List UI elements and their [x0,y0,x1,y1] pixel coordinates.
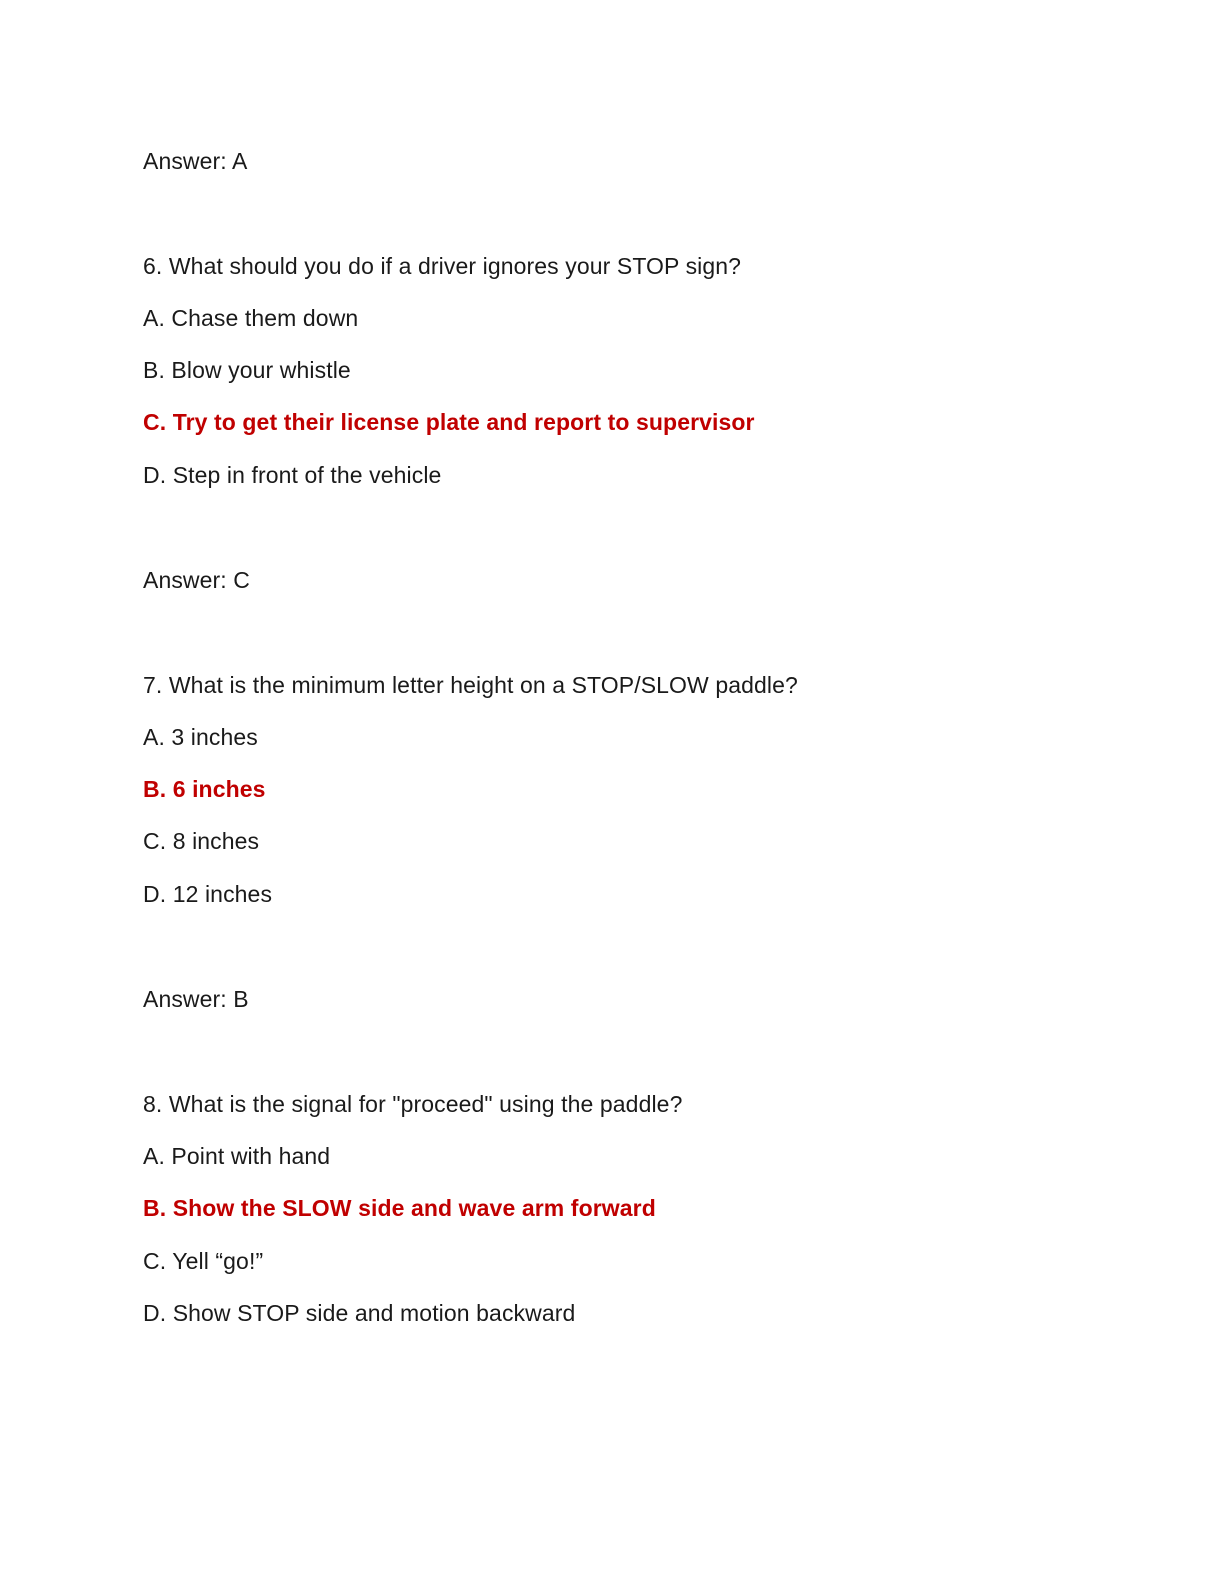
q7-option-d: D. 12 inches [143,881,273,907]
q6-option-d: D. Step in front of the vehicle [143,462,442,488]
q7-option-a: A. 3 inches [143,724,258,750]
q8-option-c: C. Yell “go!” [143,1248,264,1274]
q7-option-c: C. 8 inches [143,828,260,854]
q6-option-c-correct: C. Try to get their license plate and report to supervisor [143,409,755,435]
q8-option-b-correct: B. Show the SLOW side and wave arm forward [143,1195,656,1221]
q6-option-a: A. Chase them down [143,305,359,331]
question-8: 8. What is the signal for "proceed" using the paddle? [143,1091,683,1117]
answer-5: Answer: A [143,148,248,174]
q7-option-b-correct: B. 6 inches [143,776,266,802]
answer-6: Answer: C [143,567,250,593]
question-7: 7. What is the minimum letter height on a STOP/SLOW paddle? [143,672,798,698]
q8-option-d: D. Show STOP side and motion backward [143,1300,576,1326]
question-6: 6. What should you do if a driver ignores your STOP sign? [143,253,742,279]
answer-7: Answer: B [143,986,249,1012]
q6-option-b: B. Blow your whistle [143,357,351,383]
q8-option-a: A. Point with hand [143,1143,331,1169]
